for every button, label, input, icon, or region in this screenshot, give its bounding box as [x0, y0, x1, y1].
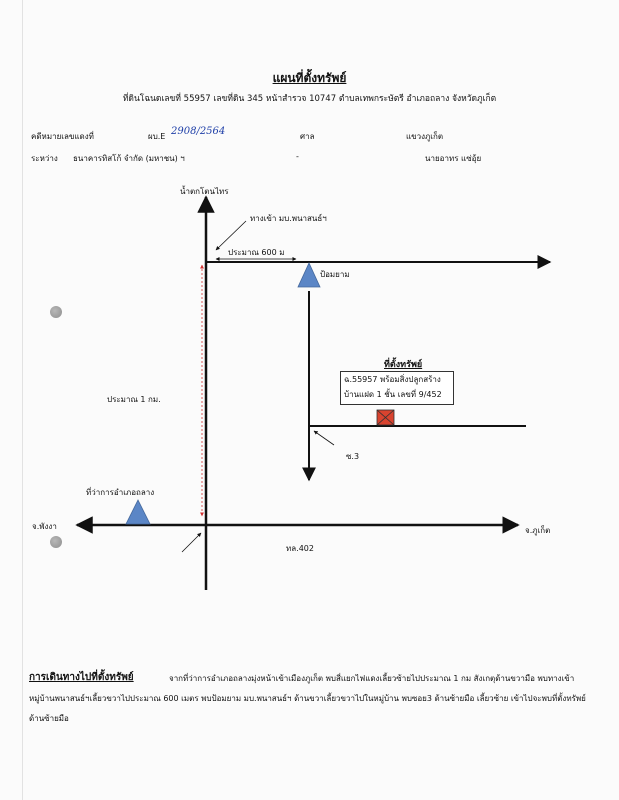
page-subtitle: ที่ดินโฉนดเลขที่ 55957 เลขที่ดิน 345 หน้าสำรวจ 10747 ตำบลเทพกระษัตรี อำเภอถลาง จังหวัดภูเก็ต	[122, 94, 497, 104]
west-label: จ.พังงา	[32, 522, 57, 531]
police-box-label: ป้อมยาม	[320, 270, 350, 279]
property-line-2: บ้านแฝด 1 ชั้น เลขที่ 9/452	[344, 390, 442, 399]
distance-1km-label: ประมาณ 1 กม.	[107, 395, 161, 404]
district-office-label: ที่ว่าการอำเภอถลาง	[86, 488, 155, 497]
soi-label: ซ.3	[346, 452, 360, 461]
versus-dash: -	[296, 152, 299, 161]
directions-text: จากที่ว่าการอำเภอถลางมุ่งหน้าเข้าเมืองภูเก็ต พบสี่แยกไฟแดงเลี้ยวซ้ายไปประมาณ 1 กม สังเกตุด้านขวามือ พบทางเข้า หมู่บ้านพนาสนธ์ฯเลี้ยวขวาไปประมาณ 600 เมตร พบป้อมยาม มบ.พนาสนธ์ฯ ด้านขวาเลี้ยวขวาไปในหมู่บ้าน พบซอย3 ด้านซ้ายมือ เลี้ยวซ้าย เข้าไปจะพบที่ตั้งทรัพย์ด้านซ้ายมือ	[29, 674, 586, 723]
district-office-icon	[126, 500, 150, 524]
directions-title: การเดินทางไปที่ตั้งทรัพย์	[29, 672, 134, 683]
police-box-icon	[298, 263, 320, 287]
defendant: นายอาทร แซ่อุ้ย	[425, 154, 482, 163]
court-label: ศาล	[300, 132, 315, 141]
case-number-handwritten: 2908/2564	[171, 126, 226, 137]
court-value: แขวงภูเก็ต	[406, 132, 444, 141]
parties-label: ระหว่าง	[31, 154, 58, 163]
highway-label: ทล.402	[286, 544, 314, 553]
distance-600-label: ประมาณ 600 ม	[228, 248, 285, 257]
junction-leader	[182, 533, 201, 552]
north-label: น้ำตกโตนไทร	[180, 187, 229, 196]
property-title: ที่ตั้งทรัพย์	[384, 360, 423, 370]
soi-leader	[314, 431, 334, 445]
property-line-1: ฉ.55957 พร้อมสิ่งปลูกสร้าง	[344, 375, 441, 384]
property-info-box	[340, 371, 454, 405]
east-label: จ.ภูเก็ต	[525, 526, 551, 535]
entrance-label: ทางเข้า มบ.พนาสนธ์ฯ	[250, 214, 327, 223]
plaintiff: ธนาคารทิสโก้ จำกัด (มหาชน) ฯ	[73, 154, 185, 163]
page-title: แผนที่ตั้งทรัพย์	[272, 71, 347, 85]
case-number-label: คดีหมายเลขแดงที่	[31, 132, 94, 141]
case-number-prefix: ผบ.E	[148, 132, 166, 141]
